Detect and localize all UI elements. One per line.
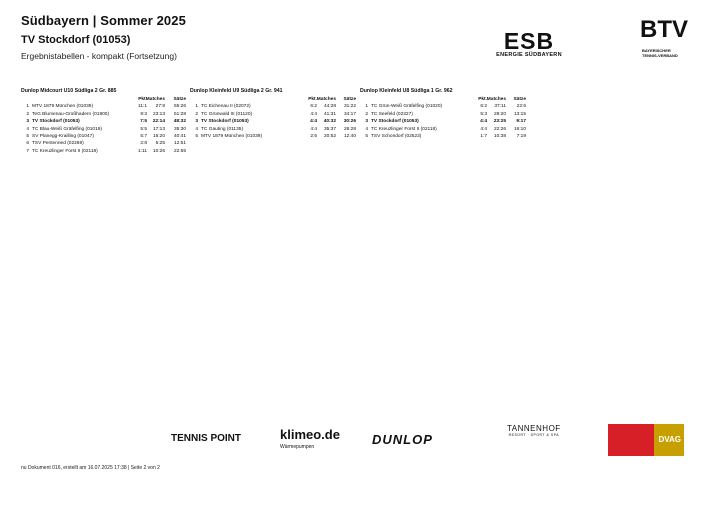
esb-logo xyxy=(494,30,564,58)
table-row xyxy=(21,140,186,147)
row-team: TV Stockdorf (01053) xyxy=(371,119,419,125)
column-header-sets: Sätze xyxy=(513,97,526,102)
row-team: MTV 1879 München (01039) xyxy=(201,133,263,139)
table-row xyxy=(21,148,186,155)
row-team: TC Gauting (01135) xyxy=(201,126,244,132)
row-rank: 3 xyxy=(26,119,29,125)
row-sets: 30:26 xyxy=(343,119,356,125)
table-title: Dunlop Kleinfeld U8 Südliga 1 Gr. 962 xyxy=(360,88,453,94)
row-rank: 3 xyxy=(365,119,368,125)
row-rank: 4 xyxy=(26,126,29,132)
row-sets: 51:28 xyxy=(173,111,186,117)
row-sets: 48:32 xyxy=(173,119,186,125)
row-points: 6:2 xyxy=(310,104,317,110)
row-sets: 9:17 xyxy=(516,119,526,125)
row-sets: 26:28 xyxy=(343,126,356,132)
table-row xyxy=(360,118,528,125)
row-team: SV Planegg-Krailling (01047) xyxy=(32,133,94,139)
dvag-logo xyxy=(608,424,684,456)
table-header xyxy=(21,96,186,103)
row-points: 9:3 xyxy=(140,111,147,117)
tannenhof-logo-text: TANNENHOF xyxy=(507,424,561,433)
row-matches: 23:13 xyxy=(152,111,165,117)
row-rank: 5 xyxy=(365,133,368,139)
row-points: 4:4 xyxy=(310,111,317,117)
row-matches: 20:52 xyxy=(323,133,336,139)
row-rank: 3 xyxy=(195,119,198,125)
row-team: TC Grünwald III (01120) xyxy=(201,111,253,117)
row-sets: 22:55 xyxy=(173,148,186,154)
row-points: 2:6 xyxy=(310,133,317,139)
row-sets: 12:40 xyxy=(343,133,356,139)
page-title: Südbayern | Sommer 2025 xyxy=(21,13,186,28)
row-rank: 2 xyxy=(195,111,198,117)
row-rank: 5 xyxy=(26,133,29,139)
row-sets: 22:6 xyxy=(516,104,526,110)
row-rank: 4 xyxy=(195,126,198,132)
row-sets: 34:17 xyxy=(343,111,356,117)
row-points: 11:1 xyxy=(138,104,147,110)
row-team: TC Eichenau II (02072) xyxy=(201,104,251,110)
tannenhof-logo xyxy=(507,424,561,437)
table-row xyxy=(21,103,186,110)
row-matches: 23:25 xyxy=(493,119,506,125)
column-header-points: Pkt. xyxy=(138,97,147,102)
row-rank: 6 xyxy=(26,141,29,147)
row-matches: 40:32 xyxy=(323,119,336,125)
table-row xyxy=(190,103,358,110)
row-sets: 35:30 xyxy=(173,126,186,132)
row-matches: 16:20 xyxy=(152,133,165,139)
row-sets: 13:15 xyxy=(513,111,526,117)
row-matches: 41:31 xyxy=(323,111,336,117)
row-team: TSV Schondorf (02523) xyxy=(371,133,422,139)
column-header-points: Pkt. xyxy=(478,97,487,102)
row-sets: 40:41 xyxy=(173,133,186,139)
row-matches: 44:28 xyxy=(323,104,336,110)
table-title: Dunlop Kleinfeld U9 Südliga 2 Gr. 941 xyxy=(190,88,283,94)
row-matches: 22:26 xyxy=(493,126,506,132)
row-points: 7:5 xyxy=(140,119,147,125)
btv-logo-sub-line-2: TENNIS-VERBAND xyxy=(642,53,678,58)
column-header-points: Pkt. xyxy=(308,97,317,102)
row-matches: 35:37 xyxy=(323,126,336,132)
row-sets: 31:22 xyxy=(343,104,356,110)
column-header-matches: Matches xyxy=(145,97,165,102)
row-rank: 1 xyxy=(365,104,368,110)
table-row xyxy=(360,133,528,140)
table-row xyxy=(21,111,186,118)
row-points: 1:7 xyxy=(480,133,487,139)
row-team: TV Stockdorf (01053) xyxy=(32,119,80,125)
row-points: 6:2 xyxy=(480,104,487,110)
row-matches: 10:26 xyxy=(152,148,165,154)
row-matches: 28:20 xyxy=(493,111,506,117)
tannenhof-logo-subtitle: RESORT · SPORT & SPA xyxy=(508,433,560,437)
row-rank: 5 xyxy=(195,133,198,139)
table-row xyxy=(190,126,358,133)
row-points: 5:7 xyxy=(140,133,147,139)
row-team: TSV Pentenried (02269) xyxy=(32,141,84,147)
table-header xyxy=(190,96,358,103)
row-team: MTV 1879 München (01039) xyxy=(32,104,94,110)
table-header xyxy=(360,96,528,103)
row-team: TC Grün-Weiß Gräfelfing (01020) xyxy=(371,104,443,110)
esb-logo-mark: ESB xyxy=(503,28,555,54)
row-sets: 55:26 xyxy=(173,104,186,110)
results-table xyxy=(360,88,528,140)
row-points: 5:5 xyxy=(140,126,147,132)
klimeo-logo-text: klimeo.de xyxy=(280,427,340,442)
row-sets: 12:51 xyxy=(173,141,186,147)
btv-logo-subtitle xyxy=(642,48,702,58)
row-matches: 17:13 xyxy=(152,126,165,132)
row-points: 4:4 xyxy=(310,119,317,125)
row-team: TV Stockdorf (01053) xyxy=(201,119,249,125)
row-rank: 7 xyxy=(26,148,29,154)
table-row xyxy=(190,111,358,118)
row-points: 2:8 xyxy=(140,141,147,147)
row-rank: 2 xyxy=(26,111,29,117)
table-row xyxy=(190,118,358,125)
page-footer: nu Dokument 016, erstellt am 16.07.2025 17:38 | Seite 2 von 2 xyxy=(21,465,160,471)
row-matches: 37:11 xyxy=(494,104,506,110)
table-row xyxy=(190,133,358,140)
row-points: 5:3 xyxy=(480,111,487,117)
column-header-matches: Matches xyxy=(316,97,336,102)
club-name: TV Stockdorf (01053) xyxy=(21,34,131,46)
row-matches: 27:9 xyxy=(155,104,165,110)
row-matches: 10:38 xyxy=(493,133,506,139)
table-row xyxy=(21,118,186,125)
table-title: Dunlop Midcourt U10 Südliga 2 Gr. 885 xyxy=(21,88,117,94)
table-row xyxy=(21,133,186,140)
page-subtitle: Ergebnistabellen - kompakt (Fortsetzung) xyxy=(21,51,177,61)
btv-logo xyxy=(640,18,702,58)
results-table xyxy=(190,88,358,140)
row-sets: 16:10 xyxy=(513,126,526,132)
row-rank: 1 xyxy=(195,104,198,110)
btv-logo-mark: BTV xyxy=(640,16,688,43)
table-row xyxy=(360,126,528,133)
dunlop-logo: DUNLOP xyxy=(372,432,433,447)
results-table xyxy=(21,88,186,155)
row-points: 4:4 xyxy=(310,126,317,132)
table-row xyxy=(360,103,528,110)
row-rank: 2 xyxy=(365,111,368,117)
table-row xyxy=(21,126,186,133)
row-matches: 22:14 xyxy=(152,119,165,125)
klimeo-logo-subtitle: Wärmepumpen xyxy=(280,444,315,450)
tennispoint-logo: TENNIS POINT xyxy=(171,433,242,444)
row-team: TC Kreuzlinger Forst II (02118) xyxy=(371,126,437,132)
row-points: 1:11 xyxy=(138,148,147,154)
sponsor-bar xyxy=(0,420,704,460)
row-team: TC Blau-Weiß Gräfelfing (01019) xyxy=(32,126,103,132)
row-team: TC Seefeld (02327) xyxy=(371,111,413,117)
table-row xyxy=(360,111,528,118)
row-team: TeG Blumenau-Großhadern (01800) xyxy=(32,111,110,117)
column-header-matches: Matches xyxy=(486,97,506,102)
row-sets: 7:19 xyxy=(516,133,526,139)
row-points: 4:4 xyxy=(480,119,487,125)
dvag-logo-text: DVAG xyxy=(658,435,681,444)
row-team: TC Kreuzlinger Forst II (02118) xyxy=(32,148,98,154)
column-header-sets: Sätze xyxy=(343,97,356,102)
klimeo-logo xyxy=(280,429,340,453)
column-header-sets: Sätze xyxy=(173,97,186,102)
row-rank: 4 xyxy=(365,126,368,132)
row-points: 4:4 xyxy=(480,126,487,132)
esb-logo-subtitle: ENERGIE SÜDBAYERN xyxy=(496,52,562,58)
row-rank: 1 xyxy=(26,104,29,110)
row-matches: 5:25 xyxy=(155,141,165,147)
btv-logo-sub-line-1: BAYERISCHER xyxy=(642,48,671,53)
